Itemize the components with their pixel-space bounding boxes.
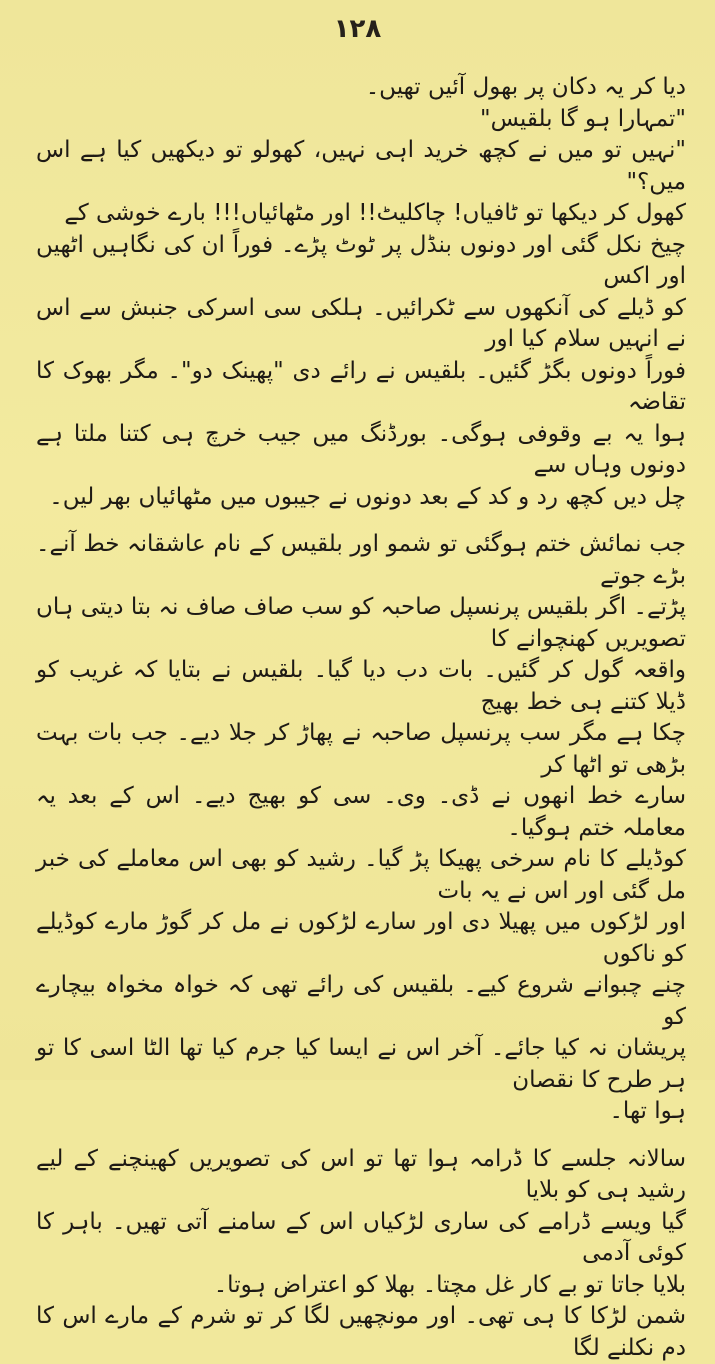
text-line: کو ڈیلے کی آنکھوں سے ٹکرائیں۔ ہلکی سی اسرکی جنبش سے اس نے انہیں سلام کیا اور (36, 294, 686, 352)
text-line: کھول کر دیکھا تو ٹافیاں! چاکلیٹ!! اور مٹھائیاں!!! بارے خوشی کے (64, 200, 686, 226)
text-line: گیا ویسے ڈرامے کی ساری لڑکیاں اس کے سامنے آتی تھیں۔ باہر کا کوئی آدمی (36, 1208, 686, 1266)
text-line: چکا ہے مگر سب پرنسپل صاحبہ نے پھاڑ کر جلا دیے۔ جب بات بہت بڑھی تو اٹھا کر (36, 720, 686, 778)
text-line: جب نمائش ختم ہوگئی تو شمو اور بلقیس کے نام عاشقانہ خط آنے۔ بڑے جوتے (36, 531, 686, 589)
page-number: ۱۲۸ (333, 14, 382, 44)
text-line: سارے خط انھوں نے ڈی۔ وی۔ سی کو بھیج دیے۔ اس کے بعد یہ معاملہ ختم ہوگیا۔ (36, 783, 686, 841)
text-line: دیا کر یہ دکان پر بھول آئیں تھیں۔ (365, 74, 686, 100)
text-line: "تمہارا ہو گا بلقیس" (479, 105, 686, 132)
text-line: ہوا یہ بے وقوفی ہوگی۔ بورڈنگ میں جیب خرچ ہی کتنا ملتا ہے دونوں وہاں سے (36, 420, 686, 478)
text-line: فوراً دونوں بگڑ گئیں۔ بلقیس نے رائے دی "پھینک دو"۔ مگر بھوک کا تقاضہ (36, 357, 686, 415)
text-line: پڑتے۔ اگر بلقیس پرنسپل صاحبہ کو سب صاف صاف نہ بتا دیتی ہاں تصویریں کھنچوانے کا (36, 594, 686, 652)
text-line: چیخ نکل گئی اور دونوں بنڈل پر ٹوٹ پڑے۔ فوراً ان کی نگاہیں اٹھیں اور اکس (36, 231, 686, 289)
text-line: بلایا جاتا تو بے کار غل مچتا۔ بھلا کو اعتراض ہوتا۔ (213, 1271, 686, 1298)
text-line: سالانہ جلسے کا ڈرامہ ہوا تھا تو اس کی تصویریں کھینچنے کے لیے رشید ہی کو بلایا (36, 1145, 686, 1203)
text-line: چل دیں کچھ رد و کد کے بعد دونوں نے جیبوں میں مٹھائیاں بھر لیں۔ (49, 483, 686, 510)
text-line: "نہیں تو میں نے کچھ خرید اہی نہیں، کھولو تو دیکھیں کیا ہے اس میں؟" (36, 137, 686, 195)
text-line: پریشان نہ کیا جائے۔ آخر اس نے ایسا کیا جرم کیا تھا الٹا اسی کا تو ہر طرح کا نقصان (36, 1035, 686, 1093)
text-line: اور لڑکوں میں پھیلا دی اور سارے لڑکوں نے مل کر گوڑ مارے کوڈیلے کو ناکوں (36, 909, 686, 967)
text-line: شمن لڑکا کا ہی تھی۔ اور مونچھیں لگا کر تو شرم کے مارے اس کا دم نکلنے لگا (36, 1303, 686, 1361)
text-line: واقعہ گول کر گئیں۔ بات دب دیا گیا۔ بلقیس نے بتایا کہ غریب کو ڈیلا کتنے ہی خط بھیج (36, 657, 686, 715)
text-line: کوڈیلے کا نام سرخی پھیکا پڑ گیا۔ رشید کو بھی اس معاملے کی خبر مل گئی اور اس نے یہ بات (36, 846, 686, 904)
body-text (36, 72, 686, 1364)
text-line: ہوا تھا۔ (609, 1098, 686, 1124)
text-line: چنے چبوانے شروع کیے۔ بلقیس کی رائے تھی کہ خواہ مخواہ بیچارے کو (36, 972, 686, 1030)
